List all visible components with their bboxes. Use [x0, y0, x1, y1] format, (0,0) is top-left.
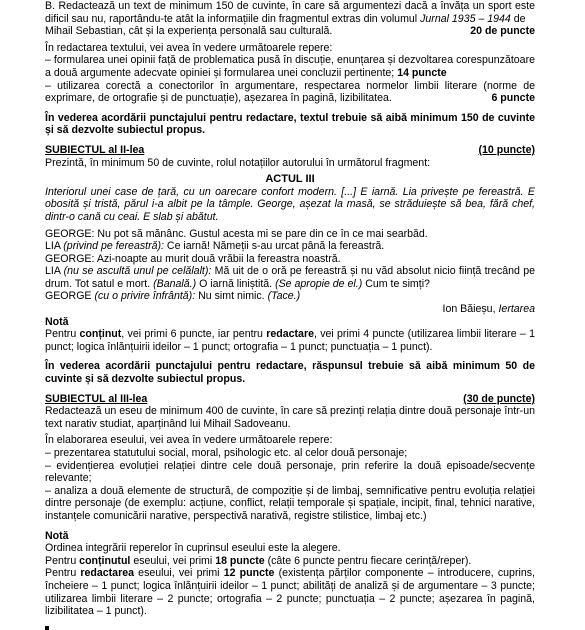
speaker: GEORGE [45, 290, 92, 303]
repere-item-1-points: 14 puncte [397, 66, 447, 79]
line-text: Cum te simți? [365, 277, 430, 290]
author-name: Ion Băieșu, [442, 303, 496, 316]
nota-2-title: Notă [45, 315, 69, 328]
nota-3-line-1: Ordinea integrării reperelor în cuprinsul eseului este la alegere. [45, 542, 341, 555]
task-b-last-line [45, 25, 535, 38]
nota-2-t2: , vei primi 6 puncte, iar pentru [121, 328, 263, 341]
nota-3-redactare [45, 567, 535, 617]
nota-3-r-b1: redactarea [80, 567, 134, 580]
speaker: GEORGE: [45, 227, 95, 240]
subject-3-intro: În elaborarea eseului, vei avea în vedere următoarele repere: [45, 434, 333, 447]
subject-3-heading [45, 393, 535, 406]
subject-2-heading [45, 144, 535, 157]
subject-2-points: (10 puncte) [478, 143, 535, 156]
redactare-note-1: În vederea acordării punctajului pentru redactare, textul trebuie să aibă minimum 150 de cuvinte și să dezvolte subiectul propus. [45, 111, 535, 137]
nota-3-c-t3: (câte 6 puncte pentru fiecare cerință/reper). [267, 554, 472, 567]
stage-note: (nu se ascultă unul pe celălalt): [63, 265, 212, 278]
subject-3-task: Redactează un eseu de minimum 400 de cuvinte, în care să prezinți relația dintre două personaje într-un text narativ studiat, aparținând lui Mihail Sadoveanu. [45, 405, 535, 430]
nota-2-text [45, 328, 535, 353]
subject-3-title: SUBIECTUL al III-lea [45, 392, 148, 405]
dialogue-line-2 [45, 240, 535, 253]
task-b-paragraph [45, 0, 535, 25]
nota-2-b2: redactare [266, 328, 314, 341]
dialogue-line-4 [45, 265, 535, 290]
repere-item-2 [45, 80, 535, 105]
nota-3-content [45, 555, 535, 568]
nota-3-c-b1: conținutul [79, 554, 131, 567]
nota-3-r-t2: eseului, vei primi [138, 567, 220, 580]
repere-item-2-text: – utilizarea corectă a conectorilor în argumentare, respectarea normelor limbii literare (norme de exprimare, de ortografie și de punctuație), așezarea în pagină, lizibilitatea. [45, 79, 535, 105]
speaker: GEORGE: [45, 252, 95, 265]
repere-item-1-text: – formularea unei opinii față de problematica pusă în discuție, enunțarea și dezvoltarea corespunzătoare a două argumente adecvate opiniei și formularea unei concluzii pertinente; [45, 54, 535, 79]
stage-note: (Banală.) [153, 277, 197, 290]
line-text: Nu simt nimic. [198, 290, 265, 303]
line-text: Nu pot să mănânc. Gustul acesta mi se pare din ce în ce mai searbăd. [97, 227, 428, 240]
line-text: Azi-noapte au murit două vrăbii la fereastra noastră. [96, 252, 341, 265]
stage-directions: Interiorul unei case de țară, cu un oarecare confort modern. [...] E iarnă. Lia privește pe fereastră. E obosită și tristă, părul i-a albit pe la tâmple. George, așezat la masă, se străduiește să bea, fără chef, dintr-o cană cu ceai. E slab și abătut. [45, 185, 535, 223]
source-attribution [45, 303, 535, 316]
nota-2-t3: , vei primi 4 puncte (utilizarea limbii literare – 1 punct; logica înlănțuirii ideilor – 1 punct; ortografia – 1 punct; punctuația – 1 punct). [45, 328, 535, 353]
repere-item-1 [45, 54, 535, 79]
line-text: Mă uit de o oră pe fereastră și nu văd absolut nicio ființă trecând pe drum. Tot satul e mort. [45, 265, 535, 290]
nota-3-title: Notă [45, 529, 69, 542]
nota-3-c-t1: Pentru [45, 554, 77, 567]
book-title: Jurnal 1935 – 1944 [420, 12, 511, 25]
nota-3-c-b2: 18 puncte [215, 554, 265, 567]
stage-note: (Tace.) [267, 290, 301, 303]
task-b-line2-end: de [513, 12, 526, 25]
nota-3-r-b2: 12 puncte [223, 567, 275, 580]
line-text: O iarnă liniștită. [199, 277, 273, 290]
act-heading: ACTUL III [265, 173, 315, 186]
stage-note: (cu o privire înfrântă): [94, 290, 196, 303]
line-text: Ce iarnă! Nămeții s-au urcat până la fereastră. [166, 240, 385, 253]
subject-3-item-2: – evidențierea evoluției relației dintre cele două personaje, prin referire la două episoade/secvențe relevante; [45, 459, 535, 485]
dialogue-line-1 [45, 228, 535, 241]
nota-3-c-t2: eseului, vei primi [133, 554, 213, 567]
task-b-line2: dificil sau nu, raportându-te atât la informațiile din fragmentul extras din volumul [45, 12, 418, 25]
dialogue-line-3 [45, 253, 535, 266]
repere-item-2-points: 6 puncte [491, 92, 535, 105]
stage-note: (Se apropie de el.) [275, 277, 363, 290]
subject-2-task: Prezintă, în minimum 50 de cuvinte, rolul notațiilor autorului în următorul fragment: [45, 156, 431, 169]
stage-note: (privind pe fereastră): [63, 240, 164, 253]
redactare-note-2: În vederea acordării punctajului pentru redactare, răspunsul trebuie să aibă minimum 50 de cuvinte și să dezvolte subiectul propus. [45, 360, 535, 386]
speaker: LIA [45, 240, 61, 253]
subject-3-item-3: – analiza a două elemente de structură, de compoziție și de limbaj, semnificative pentru evoluția relației dintre personaje (de exemplu: acțiune, conflict, relații temporale și spațiale, incipit, final, tehnici narative, instanțele comunicării narative, perspectivă narativă, registre stilistice, limbaj etc.) [45, 484, 535, 522]
subject-3-item-1: – prezentarea statutului social, moral, psihologic etc. al celor două personaje; [45, 447, 408, 459]
subject-3-points: (30 de puncte) [463, 392, 535, 405]
nota-2-t1: Pentru [45, 328, 77, 341]
subject-2-title: SUBIECTUL al II-lea [45, 143, 145, 156]
task-b-line1: B. Redactează un text de minimum 150 de cuvinte, în care să argumentezi dacă a învăța un sport este [45, 0, 535, 12]
dialogue-line-5 [45, 290, 535, 303]
work-title: Iertarea [498, 303, 535, 316]
document-page [45, 0, 535, 618]
speaker: LIA [45, 265, 61, 278]
nota-3-r-t1: Pentru [45, 567, 77, 580]
nota-2-b1: conținut [79, 328, 122, 341]
task-b-line3: Mihail Sebastian, cât și la experiența personală sau culturală. [45, 25, 333, 38]
repere-intro: În redactarea textului, vei avea în vedere următoarele repere: [45, 41, 333, 54]
nota-3-r-t3: (existența părților componente – introducere, cuprins, încheiere – 1 punct; logica înlănțuirii ideilor – 1 punct; abilități de analiză și de argumentare – 3 puncte; utilizarea limbii literare – 2 puncte; ortografia – 2 puncte; punctuația – 2 puncte; așezarea în pagină, lizibilitatea – 1 punct). [45, 567, 535, 618]
task-b-points: 20 de puncte [470, 25, 535, 38]
page-marker [45, 626, 49, 630]
